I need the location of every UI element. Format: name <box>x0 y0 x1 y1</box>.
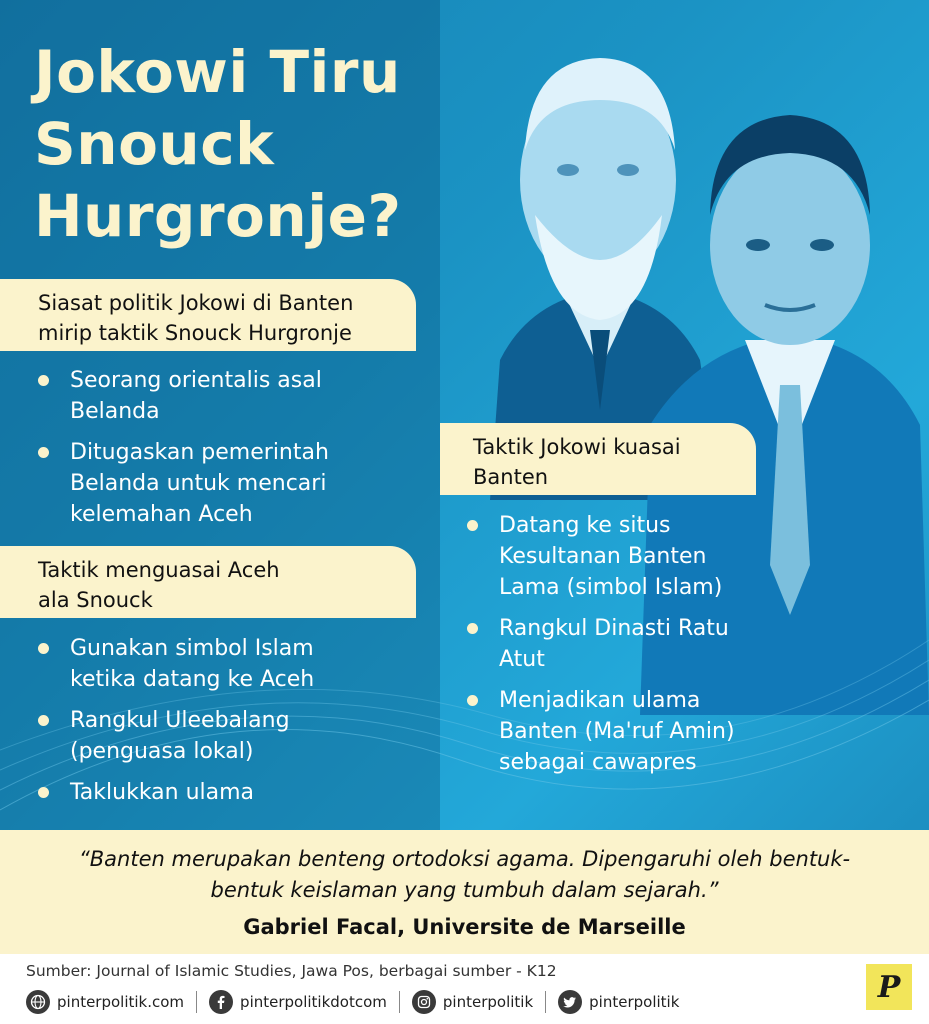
source-credit: Sumber: Journal of Islamic Studies, Jawa Pos, berbagai sumber - K12 <box>26 962 557 980</box>
heading-line: ala Snouck <box>38 588 153 612</box>
social-label: pinterpolitik.com <box>57 993 185 1011</box>
divider <box>545 991 546 1013</box>
snouck-tactics-list <box>34 633 364 818</box>
list-item: Rangkul Dinasti Ratu Atut <box>463 613 753 675</box>
facebook-icon <box>209 990 233 1014</box>
social-link-twitter[interactable] <box>558 990 679 1014</box>
list-item: Taklukkan ulama <box>34 777 364 808</box>
pinterpolitik-logo[interactable]: P <box>866 964 912 1010</box>
divider <box>399 991 400 1013</box>
social-label: pinterpolitik <box>442 993 534 1011</box>
twitter-icon <box>558 990 582 1014</box>
quote-author: Gabriel Facal, Universite de Marseille <box>243 915 686 939</box>
title-line: Hurgronje? <box>34 182 402 250</box>
social-links <box>26 988 679 1016</box>
list-item: Ditugaskan pemerintah Belanda untuk mencari kelemahan Aceh <box>34 437 364 530</box>
list-item: Datang ke situs Kesultanan Banten Lama (simbol Islam) <box>463 510 753 603</box>
quote-text: “Banten merupakan benteng ortodoksi agama. Dipengaruhi oleh bentuk-bentuk keislaman yang tumbuh dalam sejarah.” <box>78 847 851 902</box>
list-item: Menjadikan ulama Banten (Ma'ruf Amin) sebagai cawapres <box>463 685 753 778</box>
social-link-website[interactable] <box>26 990 184 1014</box>
heading-line: Banten <box>473 465 549 489</box>
quote-band <box>0 830 929 954</box>
jokowi-tactics-list <box>463 510 753 788</box>
snouck-tactics-heading <box>0 546 416 618</box>
heading-line: Siasat politik Jokowi di Banten <box>38 291 354 315</box>
title-line: Jokowi Tiru <box>34 38 401 106</box>
page-title <box>34 36 402 252</box>
heading-line: mirip taktik Snouck Hurgronje <box>38 321 352 345</box>
social-label: pinterpolitik <box>589 993 680 1011</box>
intro-bullet-list <box>34 365 364 540</box>
intro-heading <box>0 279 416 351</box>
social-label: pinterpolitikdotcom <box>240 993 387 1011</box>
social-link-facebook[interactable] <box>209 990 387 1014</box>
list-item: Rangkul Uleebalang (penguasa lokal) <box>34 705 364 767</box>
list-item: Seorang orientalis asal Belanda <box>34 365 364 427</box>
title-line: Snouck <box>34 110 275 178</box>
divider <box>196 991 197 1013</box>
social-link-instagram[interactable] <box>412 990 533 1014</box>
heading-line: Taktik Jokowi kuasai <box>473 435 681 459</box>
heading-line: Taktik menguasai Aceh <box>38 558 280 582</box>
globe-icon <box>26 990 50 1014</box>
footer <box>0 954 929 1024</box>
jokowi-tactics-heading <box>440 423 756 495</box>
list-item: Gunakan simbol Islam ketika datang ke Aceh <box>34 633 364 695</box>
instagram-icon <box>412 990 436 1014</box>
